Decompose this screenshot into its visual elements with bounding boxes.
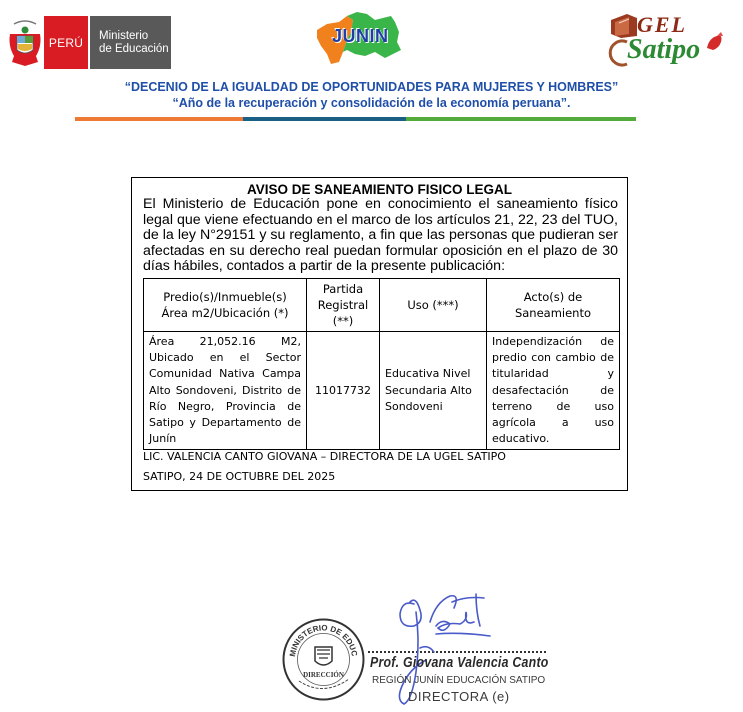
notice-body: El Ministerio de Educación pone en conocimiento el saneamiento físico legal que viene efectuando en el marco de los artículos 21, 22, 23 del TUO, de la ley N°29151 y su reglamento, a fin que las personas que pudieran ser afectadas en su derecho real puedan formular oposición en el plazo de 30 días hábiles, contados a partir de la presente publicación: — [143, 196, 618, 274]
table-header-row — [144, 279, 620, 332]
bird-icon — [701, 30, 727, 56]
junin-logo — [313, 10, 405, 66]
cell-acto: Independización de predio con cambio de titularidad y desafectación de terreno de uso agrícola a uso educativo. — [487, 332, 620, 450]
signature-name: Prof. Giovana Valencia Canto — [370, 655, 549, 671]
decade-slogan: “DECENIO DE LA IGUALDAD DE OPORTUNIDADES PARA MUJERES Y HOMBRES” — [124, 80, 619, 94]
ministry-label — [90, 16, 171, 69]
header-acto: Acto(s) de Saneamiento — [487, 279, 620, 332]
place-date-line: SATIPO, 24 DE OCTUBRE DEL 2025 — [143, 470, 336, 483]
minedu-logo — [6, 16, 171, 69]
ugel-satipo-logo — [605, 4, 743, 70]
ugel-wordmark: GEL — [637, 12, 687, 37]
notice-title: AVISO DE SANEAMIENTO FISICO LEGAL — [246, 182, 513, 197]
header-rule-orange — [75, 117, 243, 121]
header-uso: Uso (***) — [380, 279, 487, 332]
signature-role: DIRECTORA (e) — [408, 689, 510, 704]
seal-center-text: DIRECCIÓN — [303, 671, 344, 679]
seal-outer-text: MINISTERIO DE EDUC — [287, 623, 359, 658]
official-seal-icon — [281, 617, 366, 702]
header-partida: Partida Registral (**) — [307, 279, 380, 332]
peru-coat-of-arms-icon — [6, 16, 44, 69]
header-rule-blue — [243, 117, 406, 121]
cell-predio: Área 21,052.16 M2, Ubicado en el Sector Comunidad Nativa Campa Alto Sondoveni, Distrito de Río Negro, Provincia de Satipo y Departamento de Junín — [144, 332, 307, 450]
ministry-line-1: Ministerio — [99, 29, 149, 42]
property-table — [143, 278, 620, 450]
peru-label: PERÚ — [44, 16, 88, 69]
official-seal — [281, 617, 366, 702]
ministry-line-2: de Educación — [99, 42, 169, 55]
cell-partida: 11017732 — [307, 332, 380, 450]
junin-wordmark: JUNIN — [332, 26, 389, 46]
notice-box — [131, 177, 628, 491]
signature-region: REGIÓN JUNÍN EDUCACIÓN SATIPO — [372, 675, 546, 686]
table-row — [144, 332, 620, 450]
header-predio: Predio(s)/Inmueble(s) Área m2/Ubicación (*) — [144, 279, 307, 332]
cell-uso: Educativa Nivel Secundaria Alto Sondoveni — [380, 332, 487, 450]
header-rule-green — [406, 117, 636, 121]
satipo-wordmark: Satipo — [627, 34, 701, 65]
signatory-line: LIC. VALENCIA CANTO GIOVANA – DIRECTORA DE LA UGEL SATIPO — [143, 450, 506, 463]
svg-text:MINISTERIO DE EDUCACIÓN — [281, 617, 359, 657]
year-slogan: “Año de la recuperación y consolidación de la economía peruana”. — [172, 96, 571, 110]
